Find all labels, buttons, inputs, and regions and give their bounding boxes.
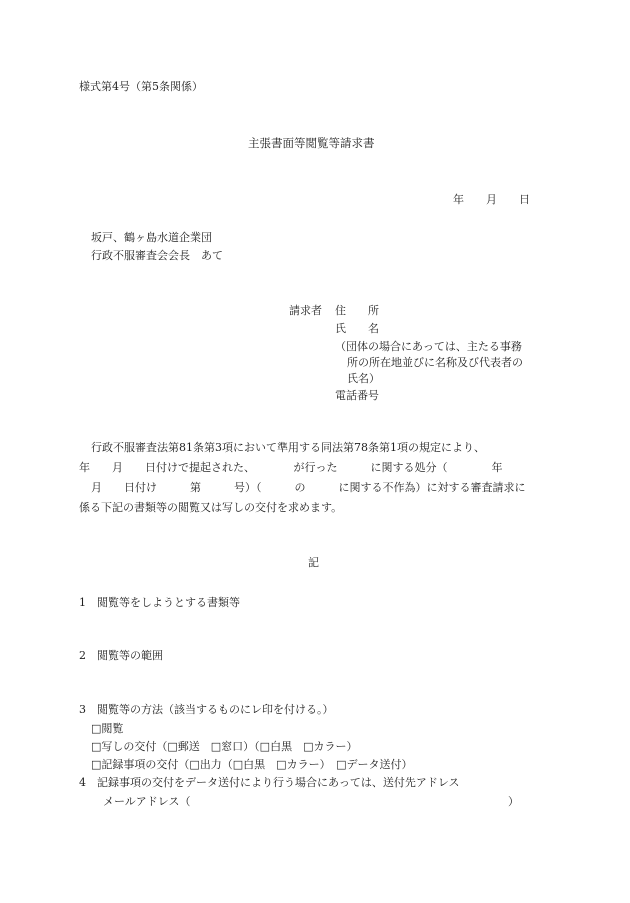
body-line-3: 月 日付け 第 号）（ の に関する不作為）に対する審査請求に: [91, 481, 526, 494]
item-4: 4 記録事項の交付をデータ送付により行う場合にあっては、送付先アドレス: [79, 776, 460, 789]
body-line-4: 係る下記の書類等の閲覧又は写しの交付を求めます。: [79, 501, 343, 514]
email-close-paren: ）: [508, 795, 519, 808]
item-3-option-view: □閲覧: [91, 722, 124, 735]
addressee-line-1: 坂戸、鶴ヶ島水道企業団: [91, 231, 212, 244]
organization-note-3: 氏名）: [347, 372, 380, 385]
item-2: 2 閲覧等の範囲: [79, 649, 163, 662]
item-3: 3 閲覧等の方法（該当するものにレ印を付ける。）: [79, 703, 334, 716]
item-3-option-copy: □写しの交付（□郵送 □窓口）（□白黒 □カラー）: [91, 740, 358, 753]
organization-note-2: 所の所在地並びに名称及び代表者の: [347, 356, 523, 369]
addressee-line-2: 行政不服審査会会長 あて: [91, 249, 223, 262]
phone-label: 電話番号: [335, 389, 379, 402]
organization-note-1: （団体の場合にあっては、主たる事務: [335, 340, 522, 353]
email-label: メールアドレス（: [103, 795, 191, 808]
requester-label: 請求者: [289, 304, 322, 317]
body-line-2: 年 月 日付けで提起された、 が行った に関する処分（ 年: [79, 461, 503, 474]
item-1: 1 閲覧等をしようとする書類等: [79, 596, 240, 609]
name-label: 氏 名: [335, 322, 379, 335]
ki-heading: 記: [308, 556, 319, 569]
date-line: 年 月 日: [453, 193, 530, 206]
document-title: 主張書面等閲覧等請求書: [248, 136, 375, 150]
body-line-1: 行政不服審査法第81条第3項において準用する同法第78条第1項の規定により、: [91, 441, 485, 454]
address-label: 住 所: [335, 304, 379, 317]
item-3-option-record: □記録事項の交付（□出力（□白黒 □カラー） □データ送付）: [91, 758, 413, 771]
form-number: 様式第4号（第5条関係）: [79, 80, 203, 93]
